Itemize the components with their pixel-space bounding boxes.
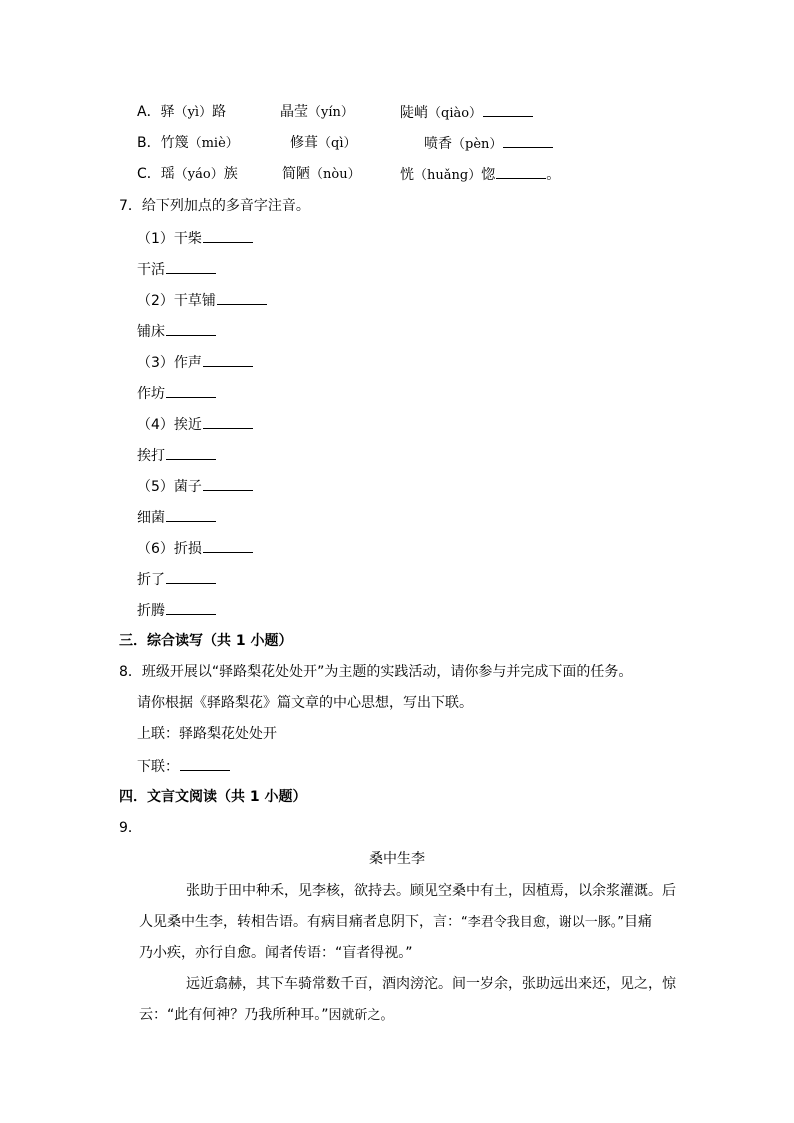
- text: “李君令我目愈，谢以一豚。”: [461, 915, 624, 930]
- couplet-lower: [137, 756, 230, 777]
- option-a-item2: [280, 102, 354, 123]
- q7-item-3b: [137, 383, 216, 404]
- pinyin: （pèn）: [452, 137, 503, 152]
- q7-item-4b: [137, 445, 216, 466]
- word: 瑶: [160, 166, 175, 182]
- item-label: 折了: [137, 572, 165, 588]
- item-label: （6）折损: [137, 541, 202, 557]
- answer-blank[interactable]: [496, 164, 546, 179]
- word: 路: [212, 104, 227, 120]
- passage-title: 桑中生李: [369, 851, 425, 867]
- item-label: 作坊: [137, 386, 165, 402]
- q7-item-6a: [137, 538, 253, 559]
- word: 惚: [481, 167, 496, 183]
- word: 陡峭: [400, 105, 428, 121]
- answer-blank[interactable]: [166, 600, 216, 615]
- passage-line-3: [139, 943, 413, 963]
- passage-line-5: [139, 1005, 394, 1026]
- q7-item-1a: [137, 228, 253, 249]
- text: 张助于田中种禾，见李核，欲持去。顾见空桑中有土，因植焉，以余浆灌溉。后: [186, 883, 676, 899]
- text: 目痛: [623, 914, 652, 930]
- q7-item-4a: [137, 414, 253, 435]
- item-label: 挨打: [137, 448, 165, 464]
- item-label: （4）挨近: [137, 417, 202, 433]
- word: 简陋: [282, 166, 310, 182]
- item-label: 干活: [137, 262, 165, 278]
- pinyin: （yáo）: [174, 167, 224, 182]
- word: 修葺: [290, 135, 318, 151]
- passage-line-1: [186, 881, 676, 901]
- section-3-heading: 三．综合读写（共 1 小题）: [119, 633, 293, 649]
- pinyin: （qì）: [318, 136, 357, 151]
- answer-blank[interactable]: [203, 352, 253, 367]
- text: 人见桑中生李，转相告语。有病目痛者息阴下，言：: [139, 914, 461, 930]
- q7-item-5a: [137, 476, 253, 497]
- q7-item-2a: [137, 290, 267, 311]
- q7-title: 7．给下列加点的多音字注音。: [119, 198, 310, 214]
- word: 族: [223, 166, 238, 182]
- q8-prompt: 8．班级开展以“驿路梨花处处开”为主题的实践活动，请你参与并完成下面的任务。: [119, 664, 633, 680]
- answer-blank[interactable]: [166, 569, 216, 584]
- q7-item-6b: [137, 569, 216, 590]
- pinyin: （huǎng）: [414, 168, 482, 183]
- option-c-item2: [282, 164, 361, 185]
- word: 喷香: [424, 136, 452, 152]
- text: 云：“此有何神？乃我所种耳。”: [139, 1007, 329, 1023]
- pinyin: （yín）: [308, 105, 354, 120]
- couplet-upper: 上联：驿路梨花处处开: [137, 726, 277, 742]
- option-a-item3: [400, 102, 533, 124]
- option-a-row: [137, 102, 226, 123]
- answer-blank[interactable]: [203, 414, 253, 429]
- pinyin: （nòu）: [310, 167, 361, 182]
- answer-blank[interactable]: [166, 445, 216, 460]
- text: 因就斫之。: [328, 1008, 394, 1023]
- word: 竹篾: [160, 135, 189, 151]
- item-label: （5）菌子: [137, 479, 202, 495]
- item-label: 铺床: [137, 324, 165, 340]
- q7-item-1b: [137, 259, 216, 280]
- text: 乃小疾，亦行自愈。闻者传语：“盲者得视。”: [139, 945, 413, 961]
- option-c-item3: [400, 164, 560, 186]
- word: 晶莹: [280, 104, 308, 120]
- q7-item-2b: [137, 321, 216, 342]
- passage-line-2: [139, 912, 652, 933]
- answer-blank[interactable]: [203, 476, 253, 491]
- option-a-label: A．: [137, 104, 161, 120]
- answer-blank[interactable]: [483, 102, 533, 117]
- answer-blank[interactable]: [166, 507, 216, 522]
- option-b-item3: [424, 133, 553, 155]
- q7-item-5b: [137, 507, 216, 528]
- item-label: 细菌: [137, 510, 165, 526]
- answer-blank[interactable]: [203, 538, 253, 553]
- q9-number: 9．: [119, 820, 142, 836]
- word: 驿: [160, 104, 175, 120]
- punct: 。: [546, 167, 561, 183]
- item-label: （3）作声: [137, 355, 202, 371]
- pinyin: （qiào）: [428, 106, 483, 121]
- word: 恍: [400, 167, 414, 183]
- pinyin: （yì）: [174, 105, 213, 120]
- q7-item-6c: [137, 600, 216, 621]
- item-label: （1）干柴: [137, 231, 202, 247]
- option-c-label: C．: [137, 166, 161, 182]
- text: 远近翕赫，其下车骑常数千百，酒肉滂沱。间一岁余，张助远出来还，见之，惊: [186, 976, 676, 992]
- section-4-heading: 四．文言文阅读（共 1 小题）: [119, 789, 307, 805]
- answer-blank[interactable]: [166, 321, 216, 336]
- answer-blank[interactable]: [217, 290, 267, 305]
- answer-blank[interactable]: [180, 756, 230, 771]
- couplet-lower-label: 下联：: [137, 759, 179, 775]
- q8-task: 请你根据《驿路梨花》篇文章的中心思想，写出下联。: [137, 695, 473, 711]
- answer-blank[interactable]: [503, 133, 553, 148]
- option-b-label: B．: [137, 135, 161, 151]
- option-c-row: [137, 164, 238, 185]
- item-label: （2）干草铺: [137, 293, 216, 309]
- option-b-item2: [290, 133, 356, 154]
- answer-blank[interactable]: [166, 259, 216, 274]
- pinyin: （miè）: [188, 136, 239, 151]
- option-b-row: [137, 133, 239, 154]
- item-label: 折腾: [137, 603, 165, 619]
- answer-blank[interactable]: [203, 228, 253, 243]
- answer-blank[interactable]: [166, 383, 216, 398]
- passage-line-4: [186, 974, 676, 994]
- q7-item-3a: [137, 352, 253, 373]
